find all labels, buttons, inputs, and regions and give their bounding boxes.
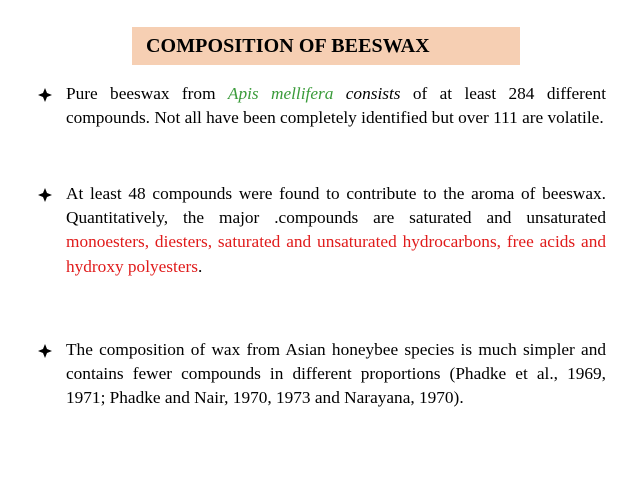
bullet-diamond-icon [38,182,66,204]
bullet-diamond-icon [38,82,66,104]
bullet-item-3 [38,338,608,411]
highlighted-compounds: monoesters, diesters, saturated and unsaturated hydrocarbons, free acids and hydroxy polyesters [66,232,606,276]
bullet-text-2: At least 48 compounds were found to contribute to the aroma of beeswax. Quantitatively, the major .compounds are saturated and unsaturated monoesters, diesters, saturated and unsaturated hydrocarbons, free acids and hydroxy polyesters. [66,184,606,276]
bullet-item-1 [38,82,608,130]
bullet-text-1: Pure beeswax from Apis mellifera consists of at least 284 different compounds. Not all have been completely identified but over 111 are volatile. [66,84,606,128]
bullet-diamond-icon [38,338,66,360]
title-banner [132,27,520,65]
species-name: Apis mellifera [227,84,334,103]
bullet-item-2 [38,182,608,279]
slide-title: COMPOSITION OF BEESWAX [146,34,430,57]
bullet-text-3: The composition of wax from Asian honeybee species is much simpler and contains fewer compounds in different proportions (Phadke et al., 1969, 1971; Phadke and Nair, 1970, 1973 and Narayana, 1970). [66,340,606,408]
